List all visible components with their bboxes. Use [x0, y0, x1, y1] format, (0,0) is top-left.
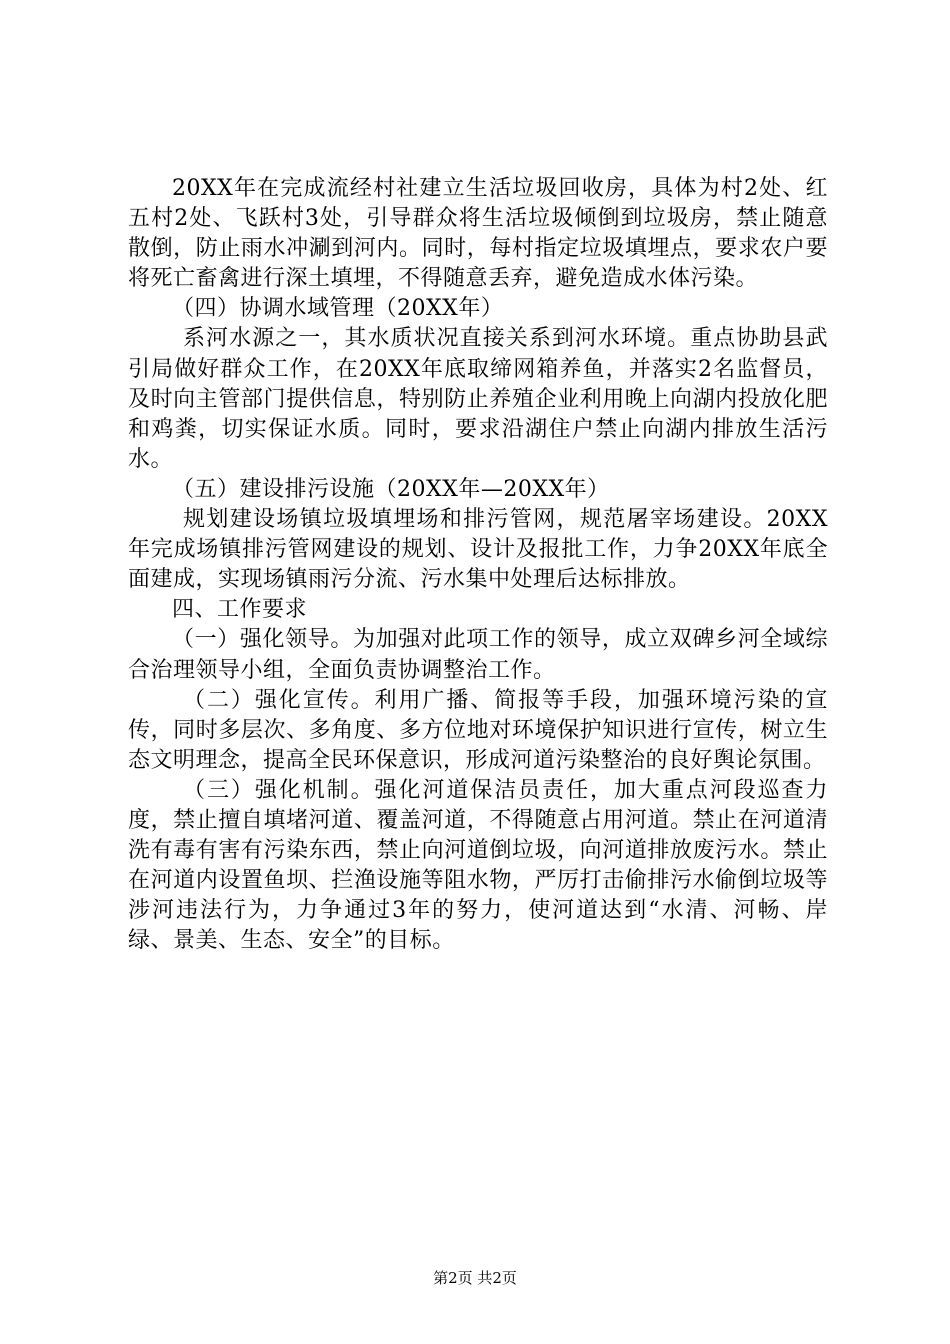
paragraph-sewage-planning: 规划建设场镇垃圾填埋场和排污管网，规范屠宰场建设。20XX年完成场镇排污管网建设的规划、设计及报批工作，力争20XX年底全面建成，实现场镇雨污分流、污水集中处理后达标排放。 — [128, 507, 828, 593]
heading-sewage-facilities: （五）建设排污设施（20XX年—20XX年） — [172, 476, 610, 502]
page-number-footer: 第2页 共2页 — [433, 1269, 517, 1287]
document-body — [128, 174, 828, 956]
heading-water-area-management: （四）协调水域管理（20XX年） — [172, 296, 504, 322]
paragraph-strengthen-mechanism: （三）强化机制。强化河道保洁员责任，加大重点河段巡查力度，禁止擅自填堵河道、覆盖河道，不得随意占用河道。禁止在河道清洗有毒有害有污染东西，禁止向河道倒垃圾，向河道排放废污水。禁止在河道内设置鱼坝、拦渔设施等阻水物，严厉打击偷排污水偷倒垃圾等涉河违法行为，力争通过3年的努力，使河道达到“水清、河畅、岸绿、景美、生态、安全”的目标。 — [128, 777, 828, 954]
paragraph-garbage-collection: 20XX年在完成流经村社建立生活垃圾回收房，具体为村2处、红五村2处、飞跃村3处，引导群众将生活垃圾倾倒到垃圾房，禁止随意散倒，防止雨水冲涮到河内。同时，每村指定垃圾填埋点，要求农户要将死亡畜禽进行深土填埋，不得随意丢弃，避免造成水体污染。 — [128, 176, 828, 292]
heading-work-requirements: 四、工作要求 — [172, 597, 308, 623]
paragraph-strengthen-leadership: （一）强化领导。为加强对此项工作的领导，成立双碑乡河全域综合治理领导小组，全面负责协调整治工作。 — [128, 627, 828, 683]
paragraph-strengthen-publicity: （二）强化宣传。利用广播、简报等手段，加强环境污染的宣传，同时多层次、多角度、多方位地对环境保护知识进行宣传，树立生态文明理念，提高全民环保意识，形成河道污染整治的良好舆论氛围。 — [128, 687, 828, 773]
paragraph-water-source: 系河水源之一，其水质状况直接关系到河水环境。重点协助县武引局做好群众工作，在20XX年底取缔网箱养鱼，并落实2名监督员，及时向主管部门提供信息，特别防止养殖企业利用晚上向湖内投放化肥和鸡粪，切实保证水质。同时，要求沿湖住户禁止向湖内排放生活污水。 — [128, 326, 828, 472]
